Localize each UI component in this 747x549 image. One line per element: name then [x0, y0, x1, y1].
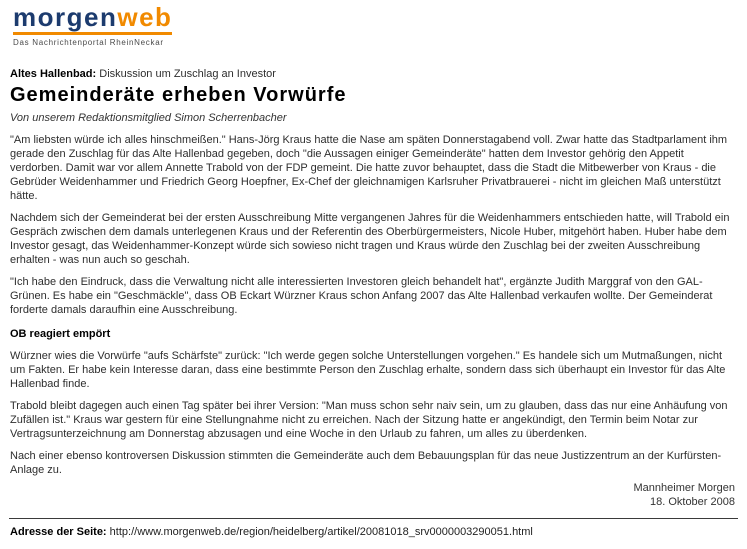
- masthead: [0, 0, 747, 47]
- address-label: Adresse der Seite:: [10, 525, 107, 538]
- article-body: [0, 68, 747, 509]
- source-attribution: [10, 481, 735, 509]
- morgenweb-logo: [13, 2, 173, 35]
- article-subheading: OB reagiert empört: [10, 327, 111, 340]
- paragraph-2: Nachdem sich der Gemeinderat bei der ersten Ausschreibung Mitte vergangenen Jahres für die Weidenhammers entschieden hatte, will Trabold ein Gespräch zwischen dem damals unterlegenen Kraus und der Referentin des Oberbürgermeisters, Nicole Huber, mitgehört haben. Huber habe dem Investor gesagt, das Weidenhammer-Konzept würde sich sowieso nicht tragen und Kraus würde den Zuschlag bei der zweiten Ausschreibung erhalten - was nun auch so geschah.: [10, 211, 730, 266]
- logo-text-web: web: [117, 2, 173, 32]
- article-headline: Gemeinderäte erheben Vorwürfe: [10, 83, 347, 106]
- kicker-topic: Altes Hallenbad:: [10, 67, 97, 80]
- portal-tagline: Das Nachrichtenportal RheinNeckar: [13, 37, 164, 47]
- kicker-line: [10, 68, 735, 81]
- logo-text-morgen: morgen: [13, 2, 118, 32]
- paragraph-1: "Am liebsten würde ich alles hinschmeißen." Hans-Jörg Kraus hatte die Nase am späten Donnerstagabend voll. Zwar hatte das Stadtparlament ihm gerade den Zuschlag für das Alte Hallenbad gegeben, doch "die Aussagen einiger Gemeinderäte" hatten dem Investor gehörig den Appetit verdorben. Damit war vor allem Annette Trabold von der FDP gemeint. Die hatte zuvor behauptet, dass die Stadt die Mitbewerber von Kraus - die Gebrüder Weidenhammer und Friedrich Georg Hoepfner, Ex-Chef der gleichnamigen Karlsruher Privatbrauerei - nicht im gleichen Maß unterstützt hätte.: [10, 133, 728, 202]
- paragraph-5: Trabold bleibt dagegen auch einen Tag später bei ihrer Version: "Man muss schon sehr naiv sein, um zu glauben, dass das nur eine Anhäufung von Zufällen ist." Kraus war gestern für eine Stellungnahme nicht zu erreichen. Nach der Sitzung hatte er angekündigt, den Termin beim Notar zur Vertragsunterzeichnung am Donnerstag abzusagen und eine Woche in den Urlaub zu fahren, um alles zu überdenken.: [10, 399, 728, 440]
- paragraph-4: Würzner wies die Vorwürfe "aufs Schärfste" zurück: "Ich werde gegen solche Unterstellungen vorgehen." Es handele sich um Mutmaßungen, nicht um Fakten. Er habe kein Interesse daran, dass eine bestimmte Person den Zuschlag erhalte, sondern dass sich überhaupt ein Investor für das Alte Hallenbad finde.: [10, 349, 726, 390]
- kicker-subtitle: Diskussion um Zuschlag an Investor: [96, 67, 276, 80]
- source-name: Mannheimer Morgen: [633, 481, 735, 494]
- address-url: http://www.morgenweb.de/region/heidelberg/artikel/20081018_srv0000003290051.html: [109, 525, 533, 538]
- page-address-bar: [0, 519, 747, 539]
- paragraph-6: Nach einer ebenso kontroversen Diskussion stimmten die Gemeinderäte auch dem Bebauungsplan für das neue Justizzentrum an der Kurfürsten-Anlage zu.: [10, 449, 722, 476]
- source-date: 18. Oktober 2008: [649, 495, 735, 508]
- paragraph-3: "Ich habe den Eindruck, dass die Verwaltung nicht alle interessierten Investoren gleich behandelt hat", ergänzte Judith Marggraf von den GAL-Grünen. Es habe ein "Geschmäckle", dass OB Eckart Würzner Kraus schon Anfang 2007 das Alte Hallenbad verkaufen wollte. Der Gemeinderat forderte damals daraufhin eine Ausschreibung.: [10, 275, 713, 316]
- article-byline: Von unserem Redaktionsmitglied Simon Scherrenbacher: [10, 111, 287, 124]
